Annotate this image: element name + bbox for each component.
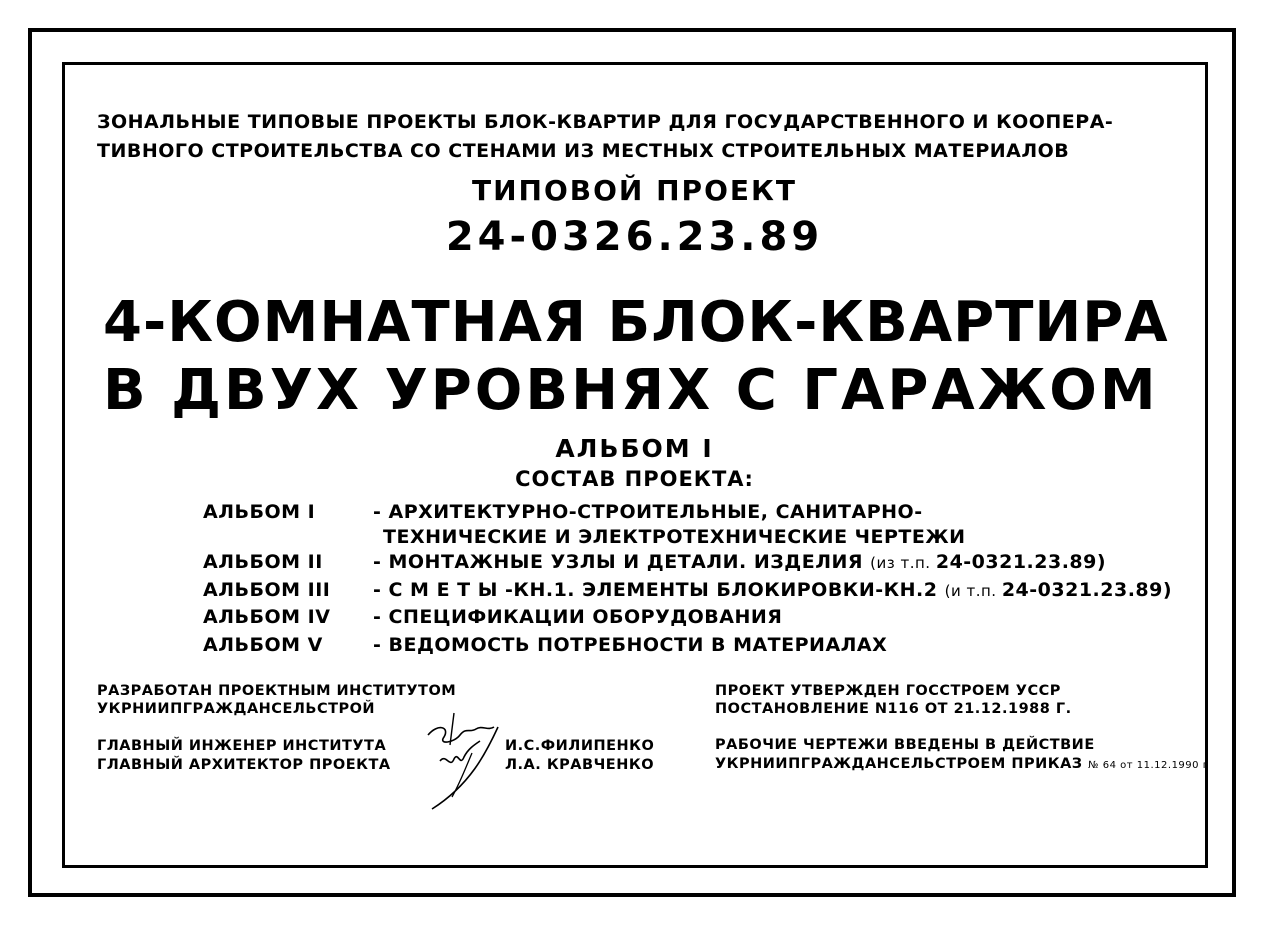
album-row-5 — [203, 634, 887, 656]
album-row-1-continuation: ТЕХНИЧЕСКИЕ И ЭЛЕКТРОТЕХНИЧЕСКИЕ ЧЕРТЕЖИ — [383, 526, 966, 548]
enacted-line-2 — [715, 756, 1208, 772]
chief-engineer-name: И.С.ФИЛИПЕНКО — [505, 738, 655, 754]
order-number: № 64 от 11.12.1990 г — [1088, 760, 1209, 771]
album-note-suffix: ) — [1096, 551, 1107, 573]
album-note-prefix: (из т.п. — [870, 554, 936, 572]
current-album: АЛЬБОМ I — [555, 434, 714, 463]
album-name: АЛЬБОМ II — [203, 551, 323, 573]
album-description: - АРХИТЕКТУРНО-СТРОИТЕЛЬНЫЕ, САНИТАРНО- — [373, 501, 923, 523]
album-row-3 — [203, 579, 1172, 601]
chief-engineer-role: ГЛАВНЫЙ ИНЖЕНЕР ИНСТИТУТА — [97, 738, 387, 754]
album-note-suffix: ) — [1162, 579, 1173, 601]
album-name: АЛЬБОМ I — [203, 501, 316, 523]
developer-line-1: РАЗРАБОТАН ПРОЕКТНЫМ ИНСТИТУТОМ — [97, 683, 457, 699]
main-title-line-1: 4-КОМНАТНАЯ БЛОК-КВАРТИРА — [103, 290, 1169, 355]
project-number: 24-0326.23.89 — [445, 214, 824, 260]
album-note — [945, 579, 1172, 601]
enacted-line-1: РАБОЧИЕ ЧЕРТЕЖИ ВВЕДЕНЫ В ДЕЙСТВИЕ — [715, 737, 1095, 753]
album-description: - СПЕЦИФИКАЦИИ ОБОРУДОВАНИЯ — [373, 606, 783, 628]
typical-project-label: ТИПОВОЙ ПРОЕКТ — [472, 174, 797, 207]
album-name: АЛЬБОМ IV — [203, 606, 331, 628]
album-note-number: 24-0321.23.89 — [935, 551, 1097, 573]
album-row-2 — [203, 551, 1106, 573]
album-name: АЛЬБОМ III — [203, 579, 331, 601]
album-note-number: 24-0321.23.89 — [1001, 579, 1163, 601]
contents-title: СОСТАВ ПРОЕКТА: — [515, 467, 754, 491]
album-description: - С М Е Т Ы -КН.1. ЭЛЕМЕНТЫ БЛОКИРОВКИ-КН.2 — [373, 579, 938, 601]
album-note-prefix: (и т.п. — [944, 582, 1002, 600]
series-title-line-2: ТИВНОГО СТРОИТЕЛЬСТВА СО СТЕНАМИ ИЗ МЕСТНЫХ СТРОИТЕЛЬНЫХ МАТЕРИАЛОВ — [97, 140, 1070, 162]
series-title-line-1: ЗОНАЛЬНЫЕ ТИПОВЫЕ ПРОЕКТЫ БЛОК-КВАРТИР ДЛЯ ГОСУДАРСТВЕННОГО И КООПЕРА- — [97, 111, 1114, 133]
developer-line-2: УКРНИИПГРАЖДАНСЕЛЬСТРОЙ — [97, 701, 376, 717]
approval-line-2: ПОСТАНОВЛЕНИЕ N116 ОТ 21.12.1988 Г. — [715, 701, 1072, 717]
chief-architect-role: ГЛАВНЫЙ АРХИТЕКТОР ПРОЕКТА — [97, 757, 391, 773]
album-note — [870, 551, 1106, 573]
album-description: - ВЕДОМОСТЬ ПОТРЕБНОСТИ В МАТЕРИАЛАХ — [373, 634, 888, 656]
signature-icon — [410, 705, 520, 815]
album-row-1 — [203, 501, 923, 523]
enacted-line-2-text: УКРНИИПГРАЖДАНСЕЛЬСТРОЕМ ПРИКАЗ — [715, 756, 1083, 772]
album-description: - МОНТАЖНЫЕ УЗЛЫ И ДЕТАЛИ. ИЗДЕЛИЯ — [373, 551, 864, 573]
album-name: АЛЬБОМ V — [203, 634, 323, 656]
chief-architect-name: Л.А. КРАВЧЕНКО — [505, 757, 655, 773]
main-title-line-2: В ДВУХ УРОВНЯХ С ГАРАЖОМ — [103, 358, 1159, 423]
approval-line-1: ПРОЕКТ УТВЕРЖДЕН ГОССТРОЕМ УССР — [715, 683, 1061, 699]
album-row-4 — [203, 606, 782, 628]
